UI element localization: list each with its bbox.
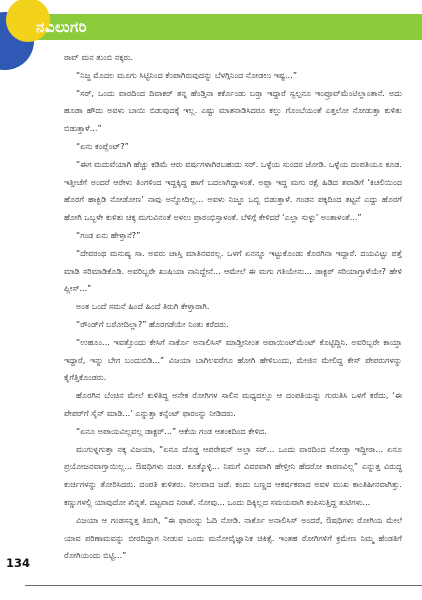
paragraph: ಅಂತ ಒಂದೆ ಸಮನೆ ಹಿಂದೆ ಹಿಂದೆ ತಿರುಗಿ ಕೇಳ್ತಾರಾಗಿ. [76,301,210,312]
paragraph: “ನಿಜ್ಜ ಮೊದಲ ಮೂಗು ಸಿಟ್ಟಿನಿಂದ ಕೆಂಪಾಗಿರುವುದನ್ನು ಬೆಳಗ್ಗಿನಿಂದ ನೋಡಲು ಇಷ್ಟ...” [76,69,298,80]
page-number: 134 [6,556,31,570]
paragraph: “ಉಹೂಂ... ಇವತ್ತೊಂದು ಕೇಸಿಗೆ ನಾರ್ಕೊ ಅನಾಲಿಸಿಸ್ ಮಾಡ್ತೀನೀಂತ ಅಪಾಯಿಂಟ್‌ಮೆಂಟ್ ಕೊಟ್ಟಿದ್ದಿನಿ. ಅವರಿಬ್ಬರೇ ಕಾಯ್ತಾ ಇದ್ದಾರೆ, ಇನ್ನು ಬೇಗ ಬಂದುಬಿಡಿ...” ವಿಜಯಾ ಬಾಗಿಲವರೆಗೂ ಹೋಗಿ ಹೇಳಿಬಂದು, ಮೇಜಿನ ಮೇಲಿದ್ದ ಕೇಸ್ ಪೇಪರುಗಳನ್ನು ಕೈಗೆತ್ತಿಕೊಂಡರು. [64,336,402,383]
paragraph: “ದೇವರಂಥ ಮನುಷ್ಯ ಸಾ. ಅವರು ಜಾಸ್ತಿ ಮಾತಿನವರಲ್ಲ. ಒಳಗೆ ಏನನ್ನೂ ಇಟ್ಟುಕೊಂಡು ಕೊರಗಿನಾ ಇದ್ದಾರೆ. ದಯವಿಟ್ಟು ಪತ್ತೆ ಮಾಡಿ ಸರಿಮಾಡಿಕೊಡಿ. ಅವರಿಬ್ಬರೇ ಖುಷಿಯಾ ನಾನಿದ್ದೇನೆ... ಆಮೇಲೆ ಈ ಮಗು ಗತಿಯೇನು... ಡಾಕ್ಟರ್ ಸರಿಯಾಗ್ತಾಳೆಯೇ? ಹೇಳಿ ಪ್ಲೀಸ್...” [64,247,402,294]
paragraph: ಮುಗುಳ್ನಗುತ್ತಾ ನಕ್ಕ ವಿಜಯಾ, “ಏನೂ ದೊಡ್ಡ ಆಪರೇಷನ್ ಅಲ್ಲಾ ಸರ್... ಒಂದು ವಾರದಿಂದ ನೋಡ್ತಾ ಇದ್ದೀರಾ... ಏನೂ ಪ್ರಯೋಜನವಾಗ್ತಾಯಿಲ್ಲ... ಔಷಧಿಗಳು ದಂಡ. ಕೂತ್ಕೊಳ್ಳಿ... ನಿಮಗೆ ವಿವರವಾಗಿ ಹೇಳ್ತೀನಿ ಹೆದರೋ ಕಾರಣವಿಲ್ಲ” ಎನ್ನುತ್ತ ವಿರುದ್ಧ ಕುರ್ಚಿಗಳನ್ನು ತೋರಿಸಿದರು. ದಂಪತಿ ಕುಳಿತರು. ನೀಲವಾದ ಜಡೆ. ಕಂದು ಬಣ್ಣದ ಆಕರ್ಷಕವಾದ ಅವಳ ಮುಖ ಕಾಂತಿಹೀನವಾಗಿತ್ತು. ಕಣ್ಣುಗಳಲ್ಲಿ ಯಾವುದೋ ಖಿನ್ನತೆ. ದಟ್ಟವಾದ ನಿರಾಶೆ. ನೋವು... ಒಂದು ದಿಕ್ಕಿಲ್ಲದ ಸಮಯವಾಗಿ ಕಂಪಿಸುತ್ತಿದ್ದ ತುಟಿಗಳು... [64,443,402,507]
paragraph: “ಏನು ಕಂಪ್ಲೆಂಟ್?” [76,140,129,151]
paragraph: “ರೌಂಡ್‌ಗೆ ಬರೋದಿಲ್ಲಾ?” ಹೊರಗಡೆಯೇ ನಿಂತು ಕರೆದರು. [76,318,229,329]
paragraph: ವಿಜಯಾ ಆ ಗಂಡಸನ್ನತ್ತ ತಿರುಗಿ, “ಈ ಫಾರಂನ್ನು ಓದಿ ನೋಡಿ. ನಾರ್ಕೊ ಅನಾಲಿಸಿಸ್ ಅಂದರೆ, ಔಷಧಿಗಳು ರೋಗಿಯ ಮೇಲೆ ಯಾವ ಪರಿಣಾಮವನ್ನು ಬೀರದಿದ್ದಾಗ ನೀಡುವ ಒಂದು ಮನೋವೈಜ್ಞಾನಿಕ ಚಿಕಿತ್ಸೆ. ಇಂತಹ ರೋಗಿಗಳಿಗೆ ಕ್ರಮೇಣ ನಿಮ್ಮ ಹೆಂಡತಿಗೆ ರೋಗಿಯಂದು ಬಿಟ್ಟಿ...” [64,514,402,561]
header-band [0,0,422,44]
paragraph: ಹೊರಗಿನ ಬೆಂಚಿನ ಮೇಲೆ ಕುಳಿತಿದ್ದ ಅನೇಕ ರೋಗಿಗಳ ಸಾಲಿನ ಮಧ್ಯದಲ್ಲೂ ಆ ದಂಪತಿಯನ್ನು ಗುರುತಿಸಿ ಒಳಗೆ ಕರೆದು, ‘ಈ ಪೇಪರ್‌ಗೆ ಸೈನ್ ಮಾಡಿ...’ ಎನ್ನುತ್ತಾ ಕನ್ಸೆಂಟ್ ಫಾರಂನ್ನು ನೀಡಿದರು. [64,390,402,418]
paragraph: “ಸರ್, ಒಂದು ವಾರದಿಂದ ದಿವಾಕರ್ ತನ್ನ ಹೆಂಡ್ತಿನಾ ಕರ್ಕೊಂಡು ಬರ್‍ತಾ ಇದ್ದಾರೆ ಸ್ವಲ್ಪನೂ ಇಂಪ್ರೂವ್‌ಮೆಂಟಿಲ್ಲಾಂತಾನೆ. ಅದು ಹೂಡಾ ಹೌದು ಅವಳು ಬಾಯಿ ಬಿಡುವುದಕ್ಕೆ ಇಲ್ಲ. ಎಷ್ಟು ಮಾತನಾಡಿಸಿದರೂ ಕಲ್ಲು ಗೊಂಬೆಯಂತೆ ಎತ್ತಲೋ ನೋಡುತ್ತಾ ಕುಳಿತು ಬಿಡುತ್ತಾಳೆ...” [64,87,402,134]
paragraph: “ಈಗ ಮದುವೆಯಾಗಿ ಹೆಚ್ಚು ಕಡಿಮೆ ಆರು ವರ್ಷಗಳಾಗಿರಬಹುದು ಸರ್. ಒಳ್ಳೆಯ ಸುಂದರ ಜೋಡಿ. ಒಳ್ಳೆಯ ದಂಪತಿಯೂ ಕೂಡ. ಇತ್ತೀಚೆಗೆ ಅಂದರೆ ಆರೇಳು ತಿಂಗಳಿಂದ ಇದ್ದಕ್ಕಿದ್ದ ಹಾಗೆ ಬದಲಾಗಿದ್ದಾಳಂತೆ. ಅಪ್ಪಾ ಇದ್ದ ಮಗು ರಕ್ಷೆ ಹಿಡಿದ ತವಾಡಿಗೆ ‘ಕಿಚಲಿಯಿಂದ ಹೊರಗೆ ಹಾಕ್ಬಿಡಿ ನೋಡೋಣ’ ನಾವು ಅನ್ನೋದಿಲ್ಲ... ಅವಳು ನಿಜ್ಜೂ ಒಬ್ಬಿ ಬಿಡುತ್ತಾಳೆ. ಗಂಡನ ಪಕ್ಕದಿಂದ ತಟ್ಟನೆ ಎದ್ದು ಹೊರಗೆ ಹೋಗಿ ಒಬ್ಬಳೇ ಕುಳಿತು ಚಿಕ್ಕ ಮಗುವಿನಂತೆ ಅಳಲು ಪ್ರಾರಂಭಿಸ್ತಾಳಂತೆ. ಬೆಳಿಗ್ಗೆ ಕೇಳಿದರೆ ‘ಎಲ್ಲಾ ಸುಳ್ಳು’ ಅಂತಾಳಂತೆ...” [64,158,402,223]
magazine-title: ನವಿಲುಗರಿ [36,18,88,36]
paragraph: ರಾವ್ ಮನ ತುಂಬಿ ನಕ್ಕರು. [64,52,134,62]
footer-divider [25,585,422,586]
article-body [64,49,402,565]
paragraph: “ಗಂಡ ಏನು ಹೇಳ್ತಾನೆ?” [76,229,141,240]
paragraph: “ಏನೂ ಅಪಾಯವಿಲ್ಲವಲ್ಲ ಡಾಕ್ಟರ್...” ಆಕೆಯ ಗಂಡ ಆತಂಕದಿಂದ ಕೇಳಿದ. [76,425,267,436]
